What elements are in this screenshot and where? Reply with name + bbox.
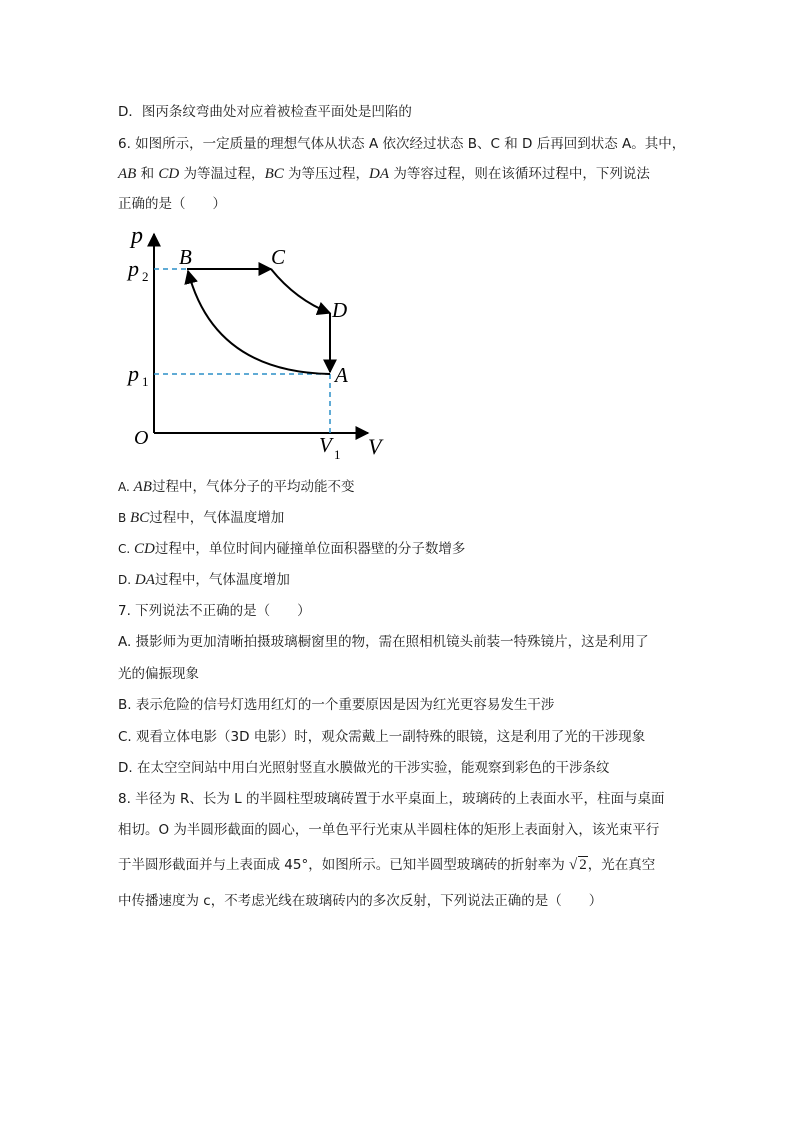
q6-option-c-prefix: C. (118, 542, 135, 556)
q6-text-isot: 为等温过程， (179, 166, 265, 182)
q6-text-and: 和 (136, 166, 159, 182)
q6-option-b (118, 508, 284, 528)
q6-option-a-math: AB (133, 479, 152, 495)
q6-stem-line1: 6. 如图所示，一定质量的理想气体从状态 A 依次经过状态 B、C 和 D 后再回到状态 A。其中， (118, 136, 686, 152)
process-cd (271, 269, 330, 313)
q6-math-ab: AB (118, 166, 137, 182)
sqrt-symbol: √ 2 (569, 857, 587, 873)
process-ab (188, 271, 330, 374)
q6-option-c-text: 过程中，单位时间内碰撞单位面积器壁的分子数增多 (154, 541, 466, 557)
q8-line3-after: ，光在真空 (587, 857, 656, 873)
point-a-label: A (335, 363, 348, 387)
point-b-label: B (179, 245, 192, 269)
origin-label: O (134, 427, 149, 449)
q6-option-d (118, 570, 290, 590)
q7-option-d: D. 在太空空间站中用白光照射竖直水膜做光的干涉实验，能观察到彩色的干涉条纹 (118, 760, 610, 776)
q6-option-d-prefix: D. (118, 573, 135, 587)
q6-text-isop: 为等压过程， (283, 166, 370, 182)
q8-stem-line1: 8. 半径为 R、长为 L 的半圆柱型玻璃砖置于水平桌面上，玻璃砖的上表面水平，柱面与桌面 (118, 791, 665, 807)
q6-option-a (118, 477, 354, 497)
v1-label: V (319, 433, 332, 457)
q7-stem: 7. 下列说法不正确的是（ ） (118, 603, 311, 619)
q8-stem-line2: 相切。O 为半圆形截面的圆心，一单色平行光束从半圆柱体的矩形上表面射入，该光束平行 (118, 822, 660, 838)
q8-stem-line3 (118, 855, 655, 875)
q5-option-d: D．图丙条纹弯曲处对应着被检查平面处是凹陷的 (118, 104, 412, 120)
p1-label: p (128, 361, 139, 386)
v1-subscript: 1 (334, 447, 341, 462)
q6-text-rest: 为等容过程，则在该循环过程中，下列说法 (389, 166, 650, 182)
q6-math-cd: CD (158, 166, 180, 182)
q6-option-d-math: DA (134, 572, 155, 588)
point-d-label: D (332, 298, 348, 322)
q6-option-a-text: 过程中，气体分子的平均动能不变 (151, 479, 355, 495)
axis-p-label: p (131, 223, 143, 249)
p2-label: p (128, 256, 139, 281)
q7-option-a-line2: 光的偏振现象 (118, 666, 199, 682)
sqrt-radicand: 2 (579, 857, 587, 873)
q6-option-d-text: 过程中，气体温度增加 (154, 572, 290, 588)
q6-math-da: DA (369, 166, 390, 182)
p1-subscript: 1 (142, 374, 149, 389)
q7-option-b: B. 表示危险的信号灯选用红灯的一个重要原因是因为红光更容易发生干涉 (118, 697, 555, 713)
q6-option-b-prefix: B (118, 511, 131, 525)
q7-option-a-line1: A. 摄影师为更加清晰拍摄玻璃橱窗里的物，需在照相机镜头前装一特殊镜片，这是利用了 (118, 634, 649, 650)
q6-option-b-text: 过程中，气体温度增加 (149, 510, 285, 526)
q6-stem-line3: 正确的是（ ） (118, 196, 226, 212)
q6-option-a-prefix: A. (118, 480, 134, 494)
q7-option-c: C. 观看立体电影（3D 电影）时，观众需戴上一副特殊的眼镜，这是利用了光的干涉现象 (118, 729, 646, 745)
axis-v-label: V (368, 434, 382, 459)
p2-subscript: 2 (142, 269, 149, 284)
q6-math-bc: BC (264, 166, 284, 182)
q6-option-b-math: BC (130, 510, 150, 526)
q8-stem-line4: 中传播速度为 c，不考虑光线在玻璃砖内的多次反射，下列说法正确的是（ ） (118, 893, 603, 909)
q6-option-c-math: CD (134, 541, 155, 557)
q6-option-c (118, 539, 465, 559)
q8-line3-before: 于半圆形截面并与上表面成 45°，如图所示。已知半圆型玻璃砖的折射率为 (118, 857, 570, 873)
point-c-label: C (271, 245, 286, 269)
